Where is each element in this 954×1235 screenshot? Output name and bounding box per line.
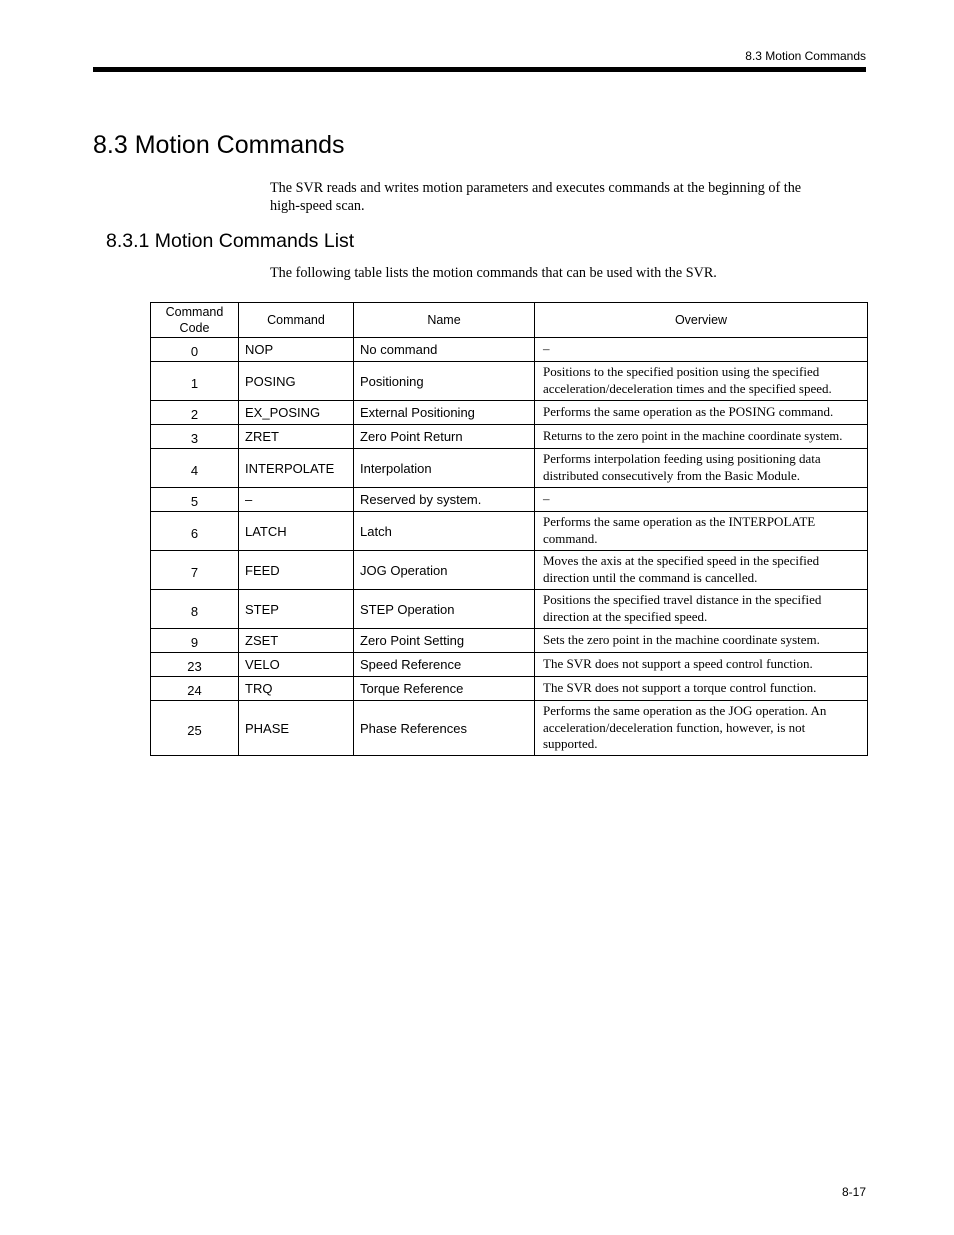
table-row bbox=[151, 590, 868, 629]
command-code-cell: 24 bbox=[151, 677, 239, 701]
running-head: 8.3 Motion Commands bbox=[745, 49, 866, 63]
table-row bbox=[151, 677, 868, 701]
command-code-cell: 9 bbox=[151, 629, 239, 653]
name-cell: Zero Point Return bbox=[354, 425, 535, 449]
overview-cell: – bbox=[535, 488, 868, 512]
name-cell: Reserved by system. bbox=[354, 488, 535, 512]
table-row bbox=[151, 362, 868, 401]
command-cell: VELO bbox=[239, 653, 354, 677]
command-code-cell: 7 bbox=[151, 551, 239, 590]
header-command-code: Command Code bbox=[151, 303, 239, 338]
section-intro: The SVR reads and writes motion parameters and executes commands at the beginning of the high-speed scan. bbox=[270, 180, 802, 214]
table-intro: The following table lists the motion commands that can be used with the SVR. bbox=[270, 265, 717, 281]
table-row bbox=[151, 425, 868, 449]
command-code-cell: 1 bbox=[151, 362, 239, 401]
header-overview: Overview bbox=[535, 303, 868, 338]
name-cell: Torque Reference bbox=[354, 677, 535, 701]
overview-cell: Performs the same operation as the POSING command. bbox=[535, 401, 868, 425]
table-row bbox=[151, 338, 868, 362]
overview-cell: The SVR does not support a torque control function. bbox=[535, 677, 868, 701]
name-cell: Latch bbox=[354, 512, 535, 551]
name-cell: Positioning bbox=[354, 362, 535, 401]
motion-commands-table bbox=[150, 302, 868, 756]
table-header-row bbox=[151, 303, 868, 338]
command-code-cell: 6 bbox=[151, 512, 239, 551]
overview-cell: Performs interpolation feeding using positioning data distributed consecutively from the Basic Module. bbox=[535, 449, 868, 488]
overview-cell: Moves the axis at the specified speed in the specified direction until the command is cancelled. bbox=[535, 551, 868, 590]
name-cell: JOG Operation bbox=[354, 551, 535, 590]
command-cell: FEED bbox=[239, 551, 354, 590]
page-number: 8-17 bbox=[841, 1185, 866, 1199]
name-cell: External Positioning bbox=[354, 401, 535, 425]
command-code-cell: 4 bbox=[151, 449, 239, 488]
overview-cell: Returns to the zero point in the machine coordinate system. bbox=[535, 425, 868, 449]
command-code-cell: 0 bbox=[151, 338, 239, 362]
command-cell: LATCH bbox=[239, 512, 354, 551]
command-cell: TRQ bbox=[239, 677, 354, 701]
command-code-cell: 8 bbox=[151, 590, 239, 629]
header-command: Command bbox=[239, 303, 354, 338]
name-cell: Zero Point Setting bbox=[354, 629, 535, 653]
subsection-title: 8.3.1 Motion Commands List bbox=[106, 230, 355, 252]
command-code-cell: 23 bbox=[151, 653, 239, 677]
header-name: Name bbox=[354, 303, 535, 338]
overview-cell: – bbox=[535, 338, 868, 362]
name-cell: Interpolation bbox=[354, 449, 535, 488]
overview-cell: Sets the zero point in the machine coordinate system. bbox=[535, 629, 868, 653]
table-row bbox=[151, 401, 868, 425]
command-cell: PHASE bbox=[239, 701, 354, 756]
command-cell: ZRET bbox=[239, 425, 354, 449]
table-row bbox=[151, 488, 868, 512]
command-cell: EX_POSING bbox=[239, 401, 354, 425]
name-cell: Phase References bbox=[354, 701, 535, 756]
table-row bbox=[151, 512, 868, 551]
table-row bbox=[151, 629, 868, 653]
command-cell: ZSET bbox=[239, 629, 354, 653]
command-cell: POSING bbox=[239, 362, 354, 401]
command-cell: INTERPOLATE bbox=[239, 449, 354, 488]
section-title: 8.3 Motion Commands bbox=[93, 131, 345, 159]
table-row bbox=[151, 653, 868, 677]
overview-cell: Performs the same operation as the INTERPOLATE command. bbox=[535, 512, 868, 551]
overview-cell: Performs the same operation as the JOG operation. An acceleration/deceleration function, however, is not supported. bbox=[535, 701, 868, 756]
table-row bbox=[151, 701, 868, 756]
table-row bbox=[151, 449, 868, 488]
command-code-cell: 25 bbox=[151, 701, 239, 756]
table-row bbox=[151, 551, 868, 590]
command-cell: NOP bbox=[239, 338, 354, 362]
command-code-cell: 5 bbox=[151, 488, 239, 512]
name-cell: No command bbox=[354, 338, 535, 362]
command-code-cell: 3 bbox=[151, 425, 239, 449]
overview-cell: The SVR does not support a speed control function. bbox=[535, 653, 868, 677]
overview-cell: Positions the specified travel distance in the specified direction at the specified speed. bbox=[535, 590, 868, 629]
header-rule bbox=[93, 67, 866, 72]
overview-cell: Positions to the specified position using the specified acceleration/deceleration times and the specified speed. bbox=[535, 362, 868, 401]
command-cell: – bbox=[239, 488, 354, 512]
name-cell: Speed Reference bbox=[354, 653, 535, 677]
command-cell: STEP bbox=[239, 590, 354, 629]
command-code-cell: 2 bbox=[151, 401, 239, 425]
name-cell: STEP Operation bbox=[354, 590, 535, 629]
